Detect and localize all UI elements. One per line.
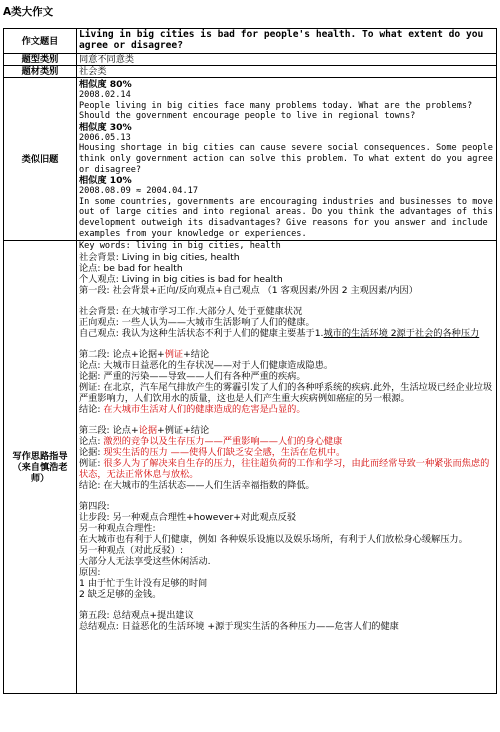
p4-reason-2: 2 缺乏足够的金钱。 [79, 588, 162, 600]
page-heading: A类大作文 [3, 6, 54, 18]
type-row [4, 54, 497, 66]
title-text: Living in big cities is bad for people's health. To what extent do you agree or disagree? [79, 29, 484, 51]
similar-content [77, 78, 497, 241]
essay-table [3, 28, 497, 694]
keywords: Key words: living in big cities, health [79, 241, 281, 252]
p3-head-red: 论据 [138, 424, 158, 436]
similar-label: 类似旧题 [4, 78, 77, 241]
p3-thesis [79, 436, 494, 447]
p3-evidence-text: 现实生活的压力 ——使得人们缺乏安全感，生活在危机中。 [103, 446, 346, 458]
similarity-badge: 相似度 10% [79, 175, 132, 187]
p2-head-red: 例证 [164, 348, 184, 360]
p3-conclusion: 结论: 在大城市的生活状态——人们生活幸福指数的降低。 [79, 479, 315, 491]
p2-example-label: 例证: 在北京， [79, 381, 141, 393]
similar-date: 2006.05.13 [79, 132, 131, 143]
type-label: 题型类别 [4, 54, 77, 66]
p4-reason-1: 1 由于忙于生计没有足够的时间 [79, 577, 208, 589]
p1-own-text: 自己观点: 我认为这种生活状态不利于人们的健康主要基于1. [79, 327, 324, 339]
p3-thesis-text: 激烈的竞争以及生存压力——严重影响——人们的身心健康 [103, 435, 343, 447]
similar-row [4, 78, 497, 241]
p3-example [79, 458, 494, 480]
paragraph-4-heading: 第四段: [79, 500, 110, 512]
p1-background: 社会背景: 在大城市学习工作.大部分人 处于亚健康状况 [79, 305, 303, 317]
title-value [77, 29, 497, 54]
p2-head-tail: +结论 [183, 348, 210, 360]
p3-head-tail: +例证+结论 [157, 424, 210, 436]
similar-item [79, 175, 494, 239]
p3-thesis-label: 论点: [79, 435, 104, 447]
p3-head-text: 第三段: 论点+ [79, 424, 139, 436]
p4-reason-label: 原因: [79, 566, 101, 578]
thesis-line: 论点: be bad for health [79, 262, 183, 274]
p2-example-text: 汽车尾气排放产生的雾霾引发了人们的各种呼系统的疾病.此外，生活垃圾已经企业垃圾严重影响力，人们饮用水的质量，这也是人们产生重大疾病例如癌症的另一根源。 [79, 381, 493, 404]
topic-value: 社会类 [77, 66, 497, 78]
p4-rebuttal-label: 另一种观点（对此反驳）: [79, 544, 184, 556]
similarity-badge: 相似度 30% [79, 121, 132, 133]
p1-own-underlined: 城市的生活环境 2源于社会的各种压力 [323, 327, 480, 339]
guide-content [77, 241, 497, 694]
p2-thesis: 论点: 大城市日益恶化的生存状况——对于人们健康造成隐患。 [79, 359, 334, 371]
p3-evidence-label: 论据: [79, 446, 104, 458]
p2-evidence: 论据: 严重的污染——导致——人们有各种严重的疾病。 [79, 370, 306, 382]
p1-positive-view: 正向观点: 一些人认为——大城市生活影响了人们的健康。 [79, 316, 315, 328]
title-label: 作文题目 [4, 29, 77, 54]
p2-conclusion [79, 404, 494, 415]
background-line: 社会背景: Living in big cities, health [79, 251, 240, 263]
paragraph-1-heading: 第一段: 社会背景+正向/反向观点+自己观点 （1 客观因素/外因 2 主观因素/内因） [79, 284, 418, 296]
p4-rebuttal: 大部分人无法享受这些休闲活动. [79, 555, 211, 567]
p3-example-label: 例证: [79, 457, 104, 469]
p4-concession: 让步段: 另一种观点合理性+however+对此观点反驳 [79, 511, 297, 523]
paragraph-2-heading [79, 349, 494, 360]
p3-example-text: 很多人为了解决来自生存的压力，往往超负荷的工作和学习，由此而经常导致一种紧张而焦虑的状态，无法正常休息与放松。 [79, 457, 490, 480]
similar-text: People living in big cities face many problems today. What are the problems? Should the government encourage people to live in regional towns? [79, 100, 473, 122]
p4-other-view: 在大城市也有利于人们健康，例如 各种娱乐设施以及娱乐场所，有利于人们放松身心缓解压力。 [79, 533, 468, 545]
similarity-badge: 相似度 80% [79, 79, 132, 90]
p4-other-view-label: 另一种观点合理性: [79, 522, 156, 534]
guide-label: 写作思路指导（来自慎浩老师） [4, 241, 77, 694]
p2-conclusion-label: 结论: [79, 403, 104, 415]
p2-example [79, 382, 494, 404]
p3-evidence [79, 447, 494, 458]
similar-text: Housing shortage in big cities can cause severe social consequences. Some people think only government action can solve this problem. To what extent do you agree or disagree? [79, 143, 493, 175]
paragraph-3-heading [79, 425, 494, 436]
personal-view: 个人观点: Living in big cities is bad for health [79, 273, 283, 285]
similar-date: 2008.08.09 ≈ 2004.04.17 [79, 186, 198, 197]
p2-head-text: 第二段: 论点+论据+ [79, 348, 165, 360]
topic-row [4, 66, 497, 78]
title-row [4, 29, 497, 54]
p5-summary: 总结观点: 日益恶化的生活环境 +源于现实生活的各种压力——危害人们的健康 [79, 620, 399, 632]
similar-text: In some countries, governments are encouraging industries and businesses to move out of large cities and into regional areas. Do you think the advantages of this development outweigh its disadvantages? Give reasons for you answer and include examples from your knowledge or experiences. [79, 196, 493, 239]
p1-own-view [79, 328, 494, 339]
topic-label: 题材类别 [4, 66, 77, 78]
similar-date: 2008.02.14 [79, 90, 131, 100]
p2-conclusion-text: 在大城市生活对人们的健康造成的危害是凸显的。 [103, 403, 306, 415]
type-value: 同意不同意类 [77, 54, 497, 66]
similar-item [79, 122, 494, 175]
similar-item [79, 79, 494, 122]
guide-row [4, 241, 497, 694]
paragraph-5-heading: 第五段: 总结观点+提出建议 [79, 609, 194, 621]
